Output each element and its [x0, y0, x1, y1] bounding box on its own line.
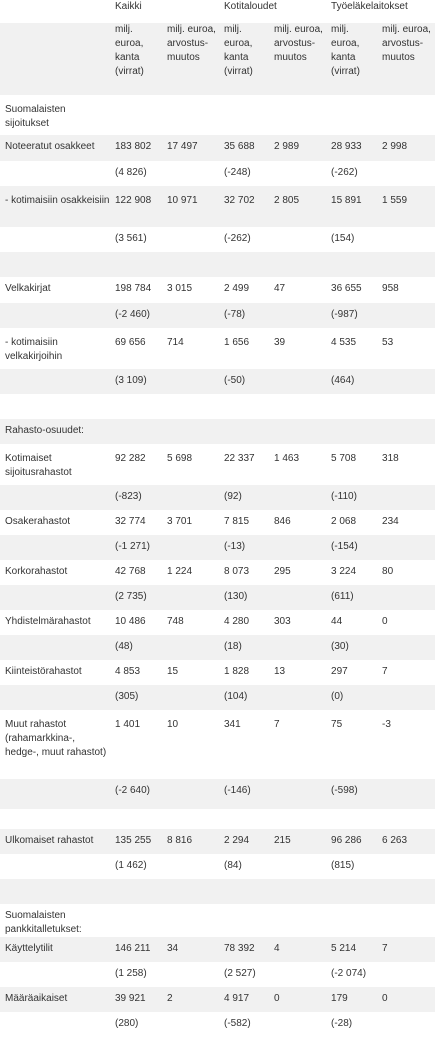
- table-cell: (3 561): [115, 233, 147, 244]
- table-row: [0, 829, 435, 854]
- table-cell: [377, 227, 435, 252]
- table-cell: [219, 879, 269, 904]
- table-cell: (1 462): [115, 860, 147, 871]
- table-cell: [326, 419, 377, 444]
- table-cell: [162, 161, 219, 186]
- table-row: [0, 879, 435, 904]
- table-row: [0, 610, 435, 635]
- table-cell: 2: [167, 993, 173, 1004]
- table-cell: [162, 303, 219, 328]
- row-label: - kotimaisiin velkakirjoihin: [5, 337, 63, 362]
- table-cell: (-154): [331, 541, 358, 552]
- table-cell: 3 701: [167, 516, 193, 527]
- table-cell: 34: [167, 943, 179, 954]
- table-cell: [377, 779, 435, 809]
- table-cell: [162, 1012, 219, 1037]
- table-row: [0, 161, 435, 186]
- table-cell: [219, 809, 269, 829]
- table-cell: (-2 460): [115, 309, 151, 320]
- table-cell: [377, 252, 435, 277]
- table-cell: 3 015: [167, 283, 193, 294]
- table-cell: [269, 635, 326, 660]
- table-cell: [269, 369, 326, 394]
- table-row: [0, 937, 435, 962]
- table-cell: [326, 879, 377, 904]
- table-cell: 0: [382, 993, 388, 1004]
- row-label: Yhdistelmärahastot: [5, 616, 91, 627]
- table-cell: (-2 074): [331, 968, 367, 979]
- table-cell: 96 286: [331, 835, 362, 846]
- table-cell: [219, 394, 269, 419]
- header-group-kaikki: Kaikki: [115, 1, 142, 12]
- table-cell: [377, 95, 435, 135]
- row-label: Suomalaisten sijoitukset: [5, 104, 66, 129]
- table-cell: 36 655: [331, 283, 362, 294]
- row-label: [0, 635, 110, 660]
- row-label: Suomalaisten pankkitalletukset:: [5, 910, 82, 935]
- table-cell: [269, 303, 326, 328]
- table-cell: -3: [382, 719, 391, 730]
- table-cell: (-598): [331, 785, 358, 796]
- table-body: [0, 95, 435, 1037]
- table-cell: 10 971: [167, 195, 198, 206]
- table-cell: 44: [331, 616, 343, 627]
- table-cell: 47: [274, 283, 286, 294]
- table-cell: (130): [224, 591, 248, 602]
- table-cell: [377, 303, 435, 328]
- table-cell: [269, 854, 326, 879]
- row-label: [0, 1012, 110, 1037]
- row-label: [0, 809, 110, 829]
- table-cell: [269, 879, 326, 904]
- table-cell: 4 280: [224, 616, 250, 627]
- table-cell: [377, 585, 435, 610]
- table-cell: 22 337: [224, 453, 255, 464]
- table-cell: [162, 95, 219, 135]
- table-cell: (280): [115, 1018, 139, 1029]
- table-cell: 748: [167, 616, 184, 627]
- header-subheader: milj. euroa, arvostus-muutos: [274, 24, 323, 63]
- table-cell: (154): [331, 233, 355, 244]
- table-row: [0, 809, 435, 829]
- table-cell: 75: [331, 719, 343, 730]
- table-cell: 32 702: [224, 195, 255, 206]
- table-cell: [162, 904, 219, 937]
- table-row: [0, 510, 435, 535]
- row-label: Osakerahastot: [5, 516, 71, 527]
- row-label: [0, 227, 110, 252]
- table-cell: 2 989: [274, 141, 300, 152]
- table-row: [0, 252, 435, 277]
- table-row: [0, 303, 435, 328]
- table-cell: [377, 369, 435, 394]
- table-cell: 122 908: [115, 195, 152, 206]
- table-cell: [162, 535, 219, 560]
- row-label: [0, 962, 110, 987]
- table-cell: [377, 1012, 435, 1037]
- table-cell: 2 294: [224, 835, 250, 846]
- row-label: [0, 685, 110, 710]
- table-cell: (-248): [224, 167, 251, 178]
- table-cell: (4 826): [115, 167, 147, 178]
- row-label: [0, 535, 110, 560]
- header-subheader: milj. euroa, kanta (virrat): [115, 24, 144, 77]
- row-label: - kotimaisiin osakkeisiin: [5, 195, 110, 206]
- table-cell: (0): [331, 691, 344, 702]
- table-cell: [269, 227, 326, 252]
- table-row: [0, 135, 435, 161]
- table-cell: 2 499: [224, 283, 250, 294]
- row-label: [0, 585, 110, 610]
- table-cell: [162, 394, 219, 419]
- table-row: [0, 485, 435, 510]
- table-row: [0, 685, 435, 710]
- table-cell: [162, 809, 219, 829]
- table-cell: (-2 640): [115, 785, 151, 796]
- table-cell: [326, 95, 377, 135]
- table-cell: 17 497: [167, 141, 198, 152]
- table-cell: 341: [224, 719, 241, 730]
- table-cell: [377, 854, 435, 879]
- table-cell: 15: [167, 666, 179, 677]
- table-cell: [219, 95, 269, 135]
- table-row: [0, 987, 435, 1012]
- table-row: [0, 1012, 435, 1037]
- table-row: [0, 660, 435, 685]
- table-cell: (2 735): [115, 591, 147, 602]
- table-cell: [269, 419, 326, 444]
- row-label: [0, 854, 110, 879]
- table-cell: [162, 369, 219, 394]
- table-cell: 2 068: [331, 516, 357, 527]
- table-cell: [269, 962, 326, 987]
- table-cell: 3 224: [331, 566, 357, 577]
- table-row: [0, 419, 435, 444]
- table-cell: [162, 485, 219, 510]
- table-cell: (48): [115, 641, 133, 652]
- header-group-tyoelakelaitokset: Työeläkelaitokset: [331, 1, 408, 12]
- table-cell: [162, 962, 219, 987]
- table-cell: 7: [274, 719, 280, 730]
- table-cell: [110, 879, 162, 904]
- header-group-kotitaloudet: Kotitaloudet: [224, 1, 277, 12]
- table-cell: [162, 879, 219, 904]
- table-cell: [110, 95, 162, 135]
- table-cell: 0: [382, 616, 388, 627]
- table-cell: [110, 904, 162, 937]
- table-cell: [269, 535, 326, 560]
- table-cell: [377, 535, 435, 560]
- row-label: Korkorahastot: [5, 566, 68, 577]
- table-cell: 146 211: [115, 943, 151, 954]
- table-cell: 8 073: [224, 566, 250, 577]
- table-cell: (92): [224, 491, 242, 502]
- row-label: Ulkomaiset rahastot: [5, 835, 94, 846]
- table-cell: [269, 779, 326, 809]
- header-sub-row: [0, 23, 435, 95]
- table-cell: 1 401: [115, 719, 141, 730]
- header-corner: [0, 0, 110, 23]
- table-cell: [377, 685, 435, 710]
- table-cell: [269, 161, 326, 186]
- table-cell: 4 853: [115, 666, 141, 677]
- header-group-row: [0, 0, 435, 23]
- table-row: [0, 444, 435, 485]
- table-row: [0, 394, 435, 419]
- table-cell: 10 486: [115, 616, 146, 627]
- table-cell: [162, 252, 219, 277]
- row-label: [0, 161, 110, 186]
- table-row: [0, 904, 435, 937]
- row-label: [0, 369, 110, 394]
- table-cell: [269, 585, 326, 610]
- table-cell: (-262): [224, 233, 251, 244]
- table-cell: [110, 252, 162, 277]
- table-cell: 5 708: [331, 453, 357, 464]
- table-cell: [219, 252, 269, 277]
- table-cell: [377, 485, 435, 510]
- table-cell: 297: [331, 666, 348, 677]
- table-row: [0, 962, 435, 987]
- table-cell: [269, 685, 326, 710]
- table-row: [0, 186, 435, 227]
- table-cell: [162, 635, 219, 660]
- table-cell: 7: [382, 666, 388, 677]
- table-cell: [162, 854, 219, 879]
- table-cell: [269, 904, 326, 937]
- table-cell: (1 258): [115, 968, 147, 979]
- table-cell: [377, 904, 435, 937]
- table-cell: 183 802: [115, 141, 152, 152]
- table-cell: (3 109): [115, 375, 147, 386]
- table-cell: (611): [331, 591, 354, 602]
- table-cell: [269, 1012, 326, 1037]
- header-subheader: milj. euroa, arvostus-muutos: [382, 24, 431, 63]
- table-cell: 198 784: [115, 283, 152, 294]
- table-cell: 318: [382, 453, 399, 464]
- table-row: [0, 635, 435, 660]
- table-cell: 1 224: [167, 566, 193, 577]
- table-cell: [110, 809, 162, 829]
- table-row: [0, 710, 435, 779]
- table-cell: [377, 161, 435, 186]
- header-sub-corner: [0, 23, 110, 95]
- table-row: [0, 854, 435, 879]
- table-cell: (464): [331, 375, 355, 386]
- table-cell: 958: [382, 283, 399, 294]
- row-label: [0, 485, 110, 510]
- table-cell: 714: [167, 337, 184, 348]
- row-label: Kiinteistörahastot: [5, 666, 82, 677]
- table-cell: [326, 904, 377, 937]
- table-cell: 78 392: [224, 943, 255, 954]
- table-cell: (30): [331, 641, 349, 652]
- table-cell: 215: [274, 835, 291, 846]
- header-subheader: milj. euroa, arvostus-muutos: [167, 24, 216, 63]
- table-cell: [162, 419, 219, 444]
- table-cell: [110, 419, 162, 444]
- table-cell: [219, 904, 269, 937]
- table-cell: [162, 779, 219, 809]
- table-cell: [269, 809, 326, 829]
- table-cell: 28 933: [331, 141, 362, 152]
- table-cell: (-823): [115, 491, 142, 502]
- table-cell: 32 774: [115, 516, 146, 527]
- table-cell: 4 917: [224, 993, 250, 1004]
- table-cell: 4 535: [331, 337, 357, 348]
- table-cell: (-78): [224, 309, 246, 320]
- table-cell: [326, 394, 377, 419]
- table-cell: [326, 809, 377, 829]
- table-row: [0, 779, 435, 809]
- table-cell: 39: [274, 337, 286, 348]
- table-row: [0, 328, 435, 369]
- table-cell: [269, 95, 326, 135]
- row-label: [0, 252, 110, 277]
- table-cell: 5 698: [167, 453, 193, 464]
- table-row: [0, 227, 435, 252]
- table-cell: 42 768: [115, 566, 146, 577]
- row-label: [0, 879, 110, 904]
- table-cell: (-50): [224, 375, 246, 386]
- row-label: Noteeratut osakkeet: [5, 141, 95, 152]
- table-cell: 39 921: [115, 993, 146, 1004]
- table-cell: 6 263: [382, 835, 408, 846]
- table-cell: [162, 685, 219, 710]
- table-row: [0, 95, 435, 135]
- table-cell: [269, 252, 326, 277]
- row-label: Rahasto-osuudet:: [5, 425, 84, 436]
- table-row: [0, 369, 435, 394]
- table-row: [0, 585, 435, 610]
- table-cell: 2 998: [382, 141, 408, 152]
- table-cell: [269, 394, 326, 419]
- table-cell: 4: [274, 943, 280, 954]
- table-cell: 53: [382, 337, 394, 348]
- table-cell: 234: [382, 516, 399, 527]
- row-label: [0, 779, 110, 809]
- table-cell: 15 891: [331, 195, 362, 206]
- row-label: Käyttelytilit: [5, 943, 53, 954]
- table-cell: 35 688: [224, 141, 255, 152]
- table-cell: (2 527): [224, 968, 256, 979]
- table-cell: 7: [382, 943, 388, 954]
- table-cell: (-987): [331, 309, 358, 320]
- table-cell: [377, 962, 435, 987]
- table-cell: 1 559: [382, 195, 408, 206]
- header-subheader: milj. euroa, kanta (virrat): [224, 24, 253, 77]
- table-cell: [326, 252, 377, 277]
- row-label: Muut rahastot (rahamarkkina-, hedge-, muut rahastot): [5, 719, 107, 758]
- table-cell: [162, 227, 219, 252]
- table-cell: (-1 271): [115, 541, 151, 552]
- row-label: Kotimaiset sijoitusrahastot: [5, 453, 72, 478]
- table-row: [0, 535, 435, 560]
- table-cell: [219, 419, 269, 444]
- row-label: [0, 303, 110, 328]
- table-cell: 92 282: [115, 453, 146, 464]
- table-cell: 295: [274, 566, 291, 577]
- table-cell: (-28): [331, 1018, 353, 1029]
- table-cell: 179: [331, 993, 348, 1004]
- table-cell: (-13): [224, 541, 246, 552]
- table-cell: (-262): [331, 167, 358, 178]
- table-cell: 10: [167, 719, 179, 730]
- table-cell: [377, 879, 435, 904]
- table-cell: (815): [331, 860, 355, 871]
- table-cell: 2 805: [274, 195, 300, 206]
- table-cell: 7 815: [224, 516, 250, 527]
- table-cell: 303: [274, 616, 291, 627]
- table-cell: (104): [224, 691, 248, 702]
- table-cell: 13: [274, 666, 286, 677]
- table-cell: 8 816: [167, 835, 193, 846]
- table-cell: (18): [224, 641, 242, 652]
- table-cell: (-110): [331, 491, 357, 502]
- table-cell: 1 463: [274, 453, 300, 464]
- table-cell: [269, 485, 326, 510]
- table-cell: (305): [115, 691, 139, 702]
- table-cell: (84): [224, 860, 242, 871]
- table-row: [0, 277, 435, 303]
- table-cell: (-146): [224, 785, 251, 796]
- table-cell: 0: [274, 993, 280, 1004]
- table-cell: 5 214: [331, 943, 357, 954]
- table-cell: [377, 635, 435, 660]
- row-label: Määräaikaiset: [5, 993, 68, 1004]
- table-cell: (-582): [224, 1018, 251, 1029]
- table-cell: [377, 394, 435, 419]
- row-label: [0, 394, 110, 419]
- table-cell: [110, 394, 162, 419]
- table-cell: 1 656: [224, 337, 250, 348]
- table-cell: [377, 419, 435, 444]
- table-cell: 69 656: [115, 337, 146, 348]
- header-subheader: milj. euroa, kanta (virrat): [331, 24, 360, 77]
- table-cell: [162, 585, 219, 610]
- table-row: [0, 560, 435, 585]
- table-cell: 135 255: [115, 835, 152, 846]
- table-cell: 1 828: [224, 666, 250, 677]
- table-cell: [377, 809, 435, 829]
- table-cell: 80: [382, 566, 394, 577]
- table-cell: 846: [274, 516, 291, 527]
- row-label: Velkakirjat: [5, 283, 51, 294]
